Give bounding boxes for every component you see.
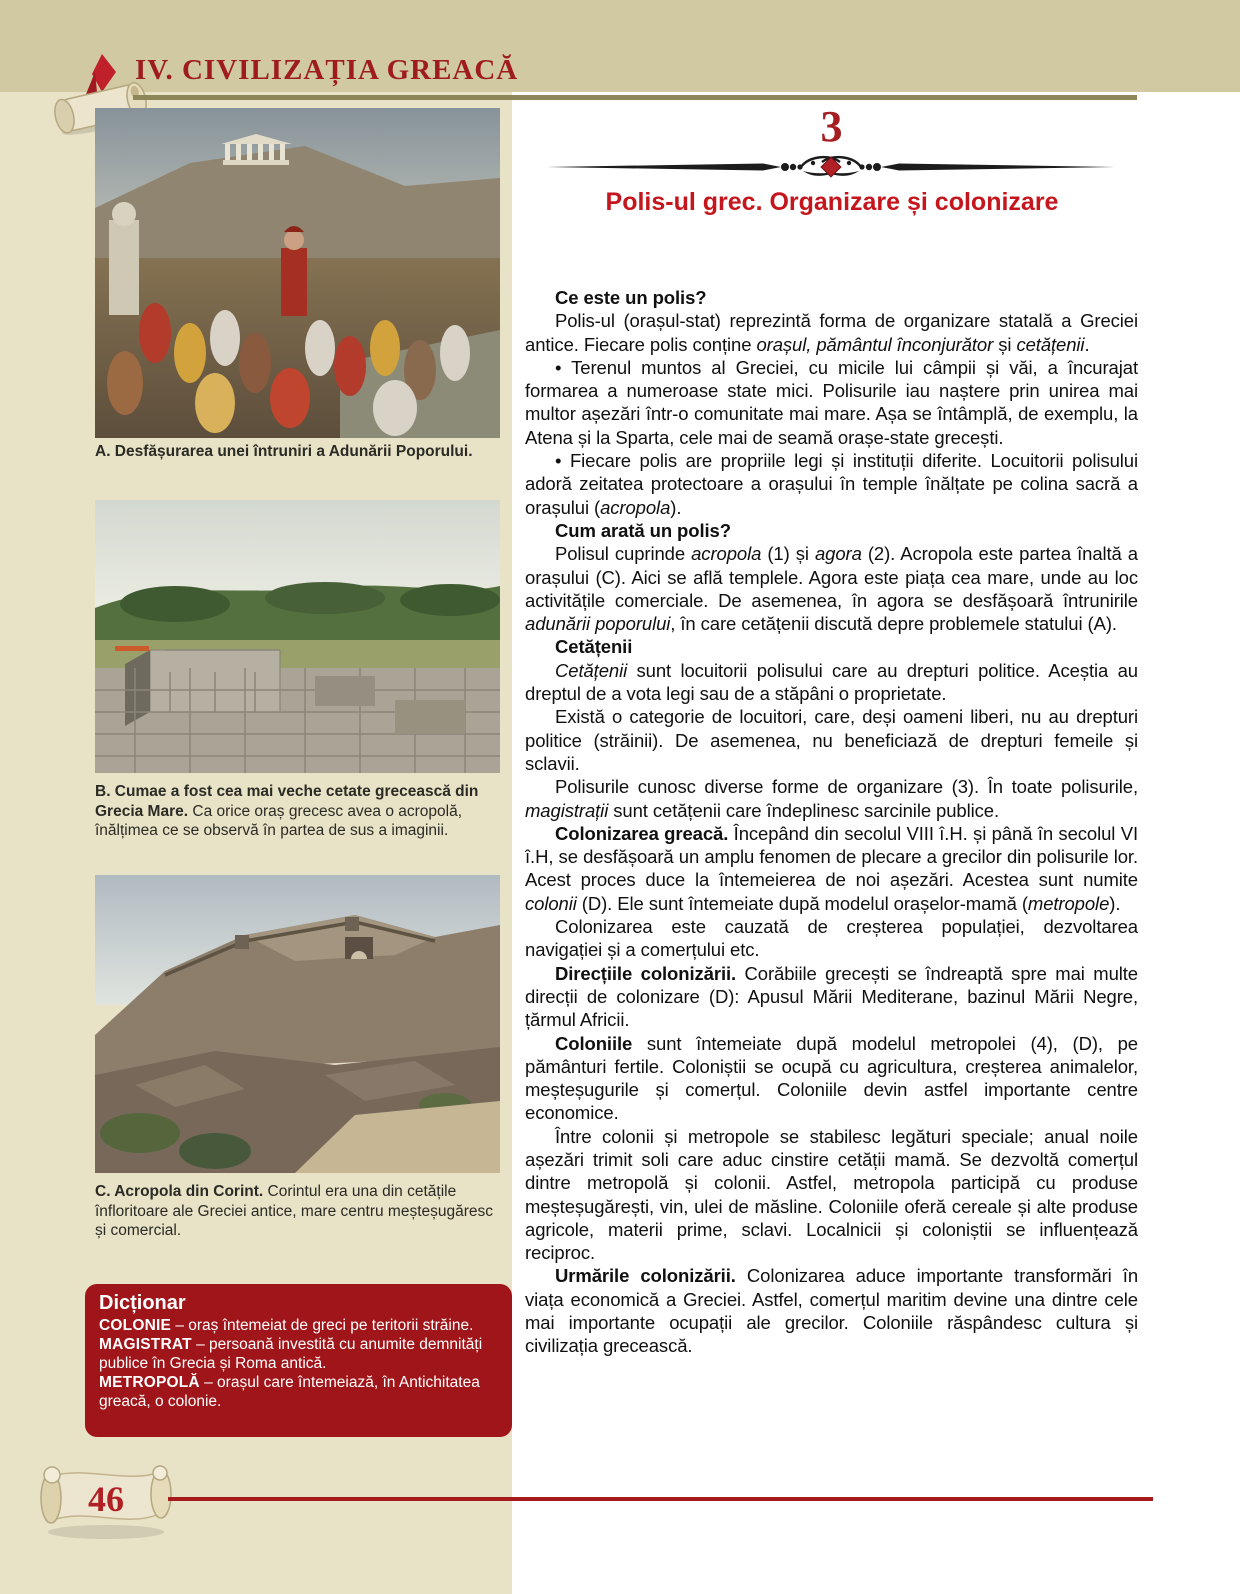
dictionary-title: Dicționar bbox=[99, 1292, 186, 1314]
paragraph: Polisul cuprinde acropola (1) și agora (2). Acropola este partea înaltă a orașului (C). Aici se află templele. Agora este piața cea mare, unde au loc activitățile comerciale. De asemenea, în agora se desfășoară întrunirile adunării poporului, în care cetățenii discută depre problemele statului (A). bbox=[525, 543, 1138, 635]
paragraph: Ce este un polis? bbox=[555, 287, 707, 308]
figure-b-cumae-photo bbox=[95, 500, 500, 773]
paragraph: Polisurile cunosc diverse forme de organizare (3). În toate polisurile, magistrații sunt cetățenii care îndeplinesc sarcinile publice. bbox=[525, 776, 1138, 821]
paragraph: Polis-ul (orașul-stat) reprezintă forma de organizare statală a Greciei antice. Fiecare polis conține orașul, pământul înconjurător și cetățenii. bbox=[525, 310, 1138, 355]
dictionary-box bbox=[85, 1284, 512, 1437]
paragraph: • Terenul muntos al Greciei, cu micile lui câmpii și văi, a încurajat formarea a numeroase state mici. Polisurile iau naștere prin unirea mai multor așezări într-o comunitate mai mare. Așa se întâmplă, de exemplu, la Atena și la Sparta, cele mai de seamă orașe-state grecești. bbox=[525, 356, 1138, 448]
dictionary-definition: – oraș întemeiat de greci pe teritorii străine. bbox=[171, 1317, 474, 1334]
page-number: 46 bbox=[88, 1479, 124, 1519]
figure-c-corinth-acropolis-photo bbox=[95, 875, 500, 1173]
chapter-title: IV. CIVILIZAȚIA GREACĂ bbox=[135, 54, 519, 86]
dictionary-term: COLONIE bbox=[99, 1317, 172, 1334]
lesson-body bbox=[525, 286, 1138, 1358]
caption-c-rest: Corintul era una din cetățile înfloritoare ale Greciei antice, mare centru meșteșugăresc și comercial. bbox=[95, 1183, 494, 1239]
caption-b-bold: B. Cumae a fost cea mai veche cetate grecească din Grecia Mare. bbox=[95, 783, 479, 820]
paragraph: • Fiecare polis are propriile legi și instituții diferite. Locuitorii polisului adoră zeitatea protectoare a orașului în temple înălțate pe colina sacră a orașului (acropola). bbox=[525, 450, 1138, 518]
paragraph: Între colonii și metropole se stabilesc legături speciale; anual noile așezări trimit soli care aduc cinstire cetății mamă. Se dezvoltă comerțul dintre metropolă și colonii. Astfel, metropola participă cu produse meșteșugărești, vin, ulei de măsline. Coloniile oferă cereale și alte produse agricole, materii prime, sclavi. Localnicii și coloniștii se influențează reciproc. bbox=[525, 1125, 1138, 1264]
dictionary-definition: – orașul care întemeiază, în Antichitatea greacă, o colonie. bbox=[99, 1374, 480, 1410]
dictionary-term: MAGISTRAT bbox=[99, 1336, 192, 1353]
footer-line bbox=[168, 1497, 1153, 1501]
paragraph: Colonizarea este cauzată de creșterea populației, dezvoltarea navigației și a comerțului etc. bbox=[525, 916, 1138, 961]
paragraph: Colonizarea greacă. Începând din secolul VIII î.H. și până în secolul VI î.H, se desfășoară un amplu fenomen de plecare a grecilor din polisurile lor. Acest proces duce la întemeierea de noi așezări. Acestea sunt numite colonii (D). Ele sunt întemeiate după modelul orașelor-mamă (metropole). bbox=[525, 822, 1138, 914]
figure-a-caption bbox=[95, 442, 505, 462]
dictionary-definition: – persoană investită cu anumite demnități publice în Grecia și Roma antică. bbox=[99, 1336, 483, 1372]
figure-c-caption bbox=[95, 1182, 505, 1241]
paragraph: Direcțiile colonizării. Corăbiile grecești se îndreaptă spre mai multe direcții de colonizare (D): Apusul Mării Mediterane, bazinul Mării Negre, țărmul Africii. bbox=[525, 962, 1138, 1031]
dictionary-term: METROPOLĂ bbox=[99, 1374, 200, 1391]
paragraph: Coloniile sunt întemeiate după modelul metropolei (4), (D), pe pământuri fertile. Coloniștii se ocupă cu agricultura, creșterea animalelor, meșteșugurile și comerțul. Coloniile devin astfel importante centre economice. bbox=[525, 1032, 1138, 1124]
caption-c-bold: C. Acropola din Corint. bbox=[95, 1183, 264, 1200]
ornament-divider bbox=[541, 150, 1121, 184]
paragraph: Cetățenii sunt locuitorii polisului care au drepturi politice. Aceștia au dreptul de a vota legi sau de a stăpâni o proprietate. bbox=[525, 659, 1138, 705]
figure-b-caption bbox=[95, 782, 505, 841]
paragraph: Cum arată un polis? bbox=[555, 519, 731, 541]
caption-b-rest: Ca orice oraș grecesc avea o acropolă, înălțimea ce se observă în partea de sus a imaginii. bbox=[95, 802, 463, 839]
lesson-number: 3 bbox=[820, 102, 843, 151]
paragraph: Cetățenii bbox=[555, 636, 633, 658]
paragraph: Există o categorie de locuitori, care, deși oameni liberi, nu au drepturi politice (străinii). De asemenea, nu beneficiază de drepturi femeile și sclavii. bbox=[525, 706, 1138, 774]
dictionary-entry bbox=[99, 1373, 498, 1411]
dictionary-entry bbox=[99, 1335, 498, 1373]
lesson-title: Polis-ul grec. Organizare și colonizare bbox=[605, 188, 1059, 216]
paragraph: Urmările colonizării. Colonizarea aduce importante transformări în viața economică a Greciei. Astfel, comerțul maritim devine una dintre cele mai importante ocupații ale grecilor. Coloniile răspândesc cultura și civilizația grecească. bbox=[525, 1265, 1139, 1357]
dictionary-entry bbox=[99, 1316, 498, 1335]
figure-a-assembly-painting bbox=[95, 108, 500, 438]
header-rule bbox=[133, 95, 1137, 100]
caption-a-bold: A. Desfășurarea unei întruniri a Adunării Poporului. bbox=[95, 443, 473, 460]
